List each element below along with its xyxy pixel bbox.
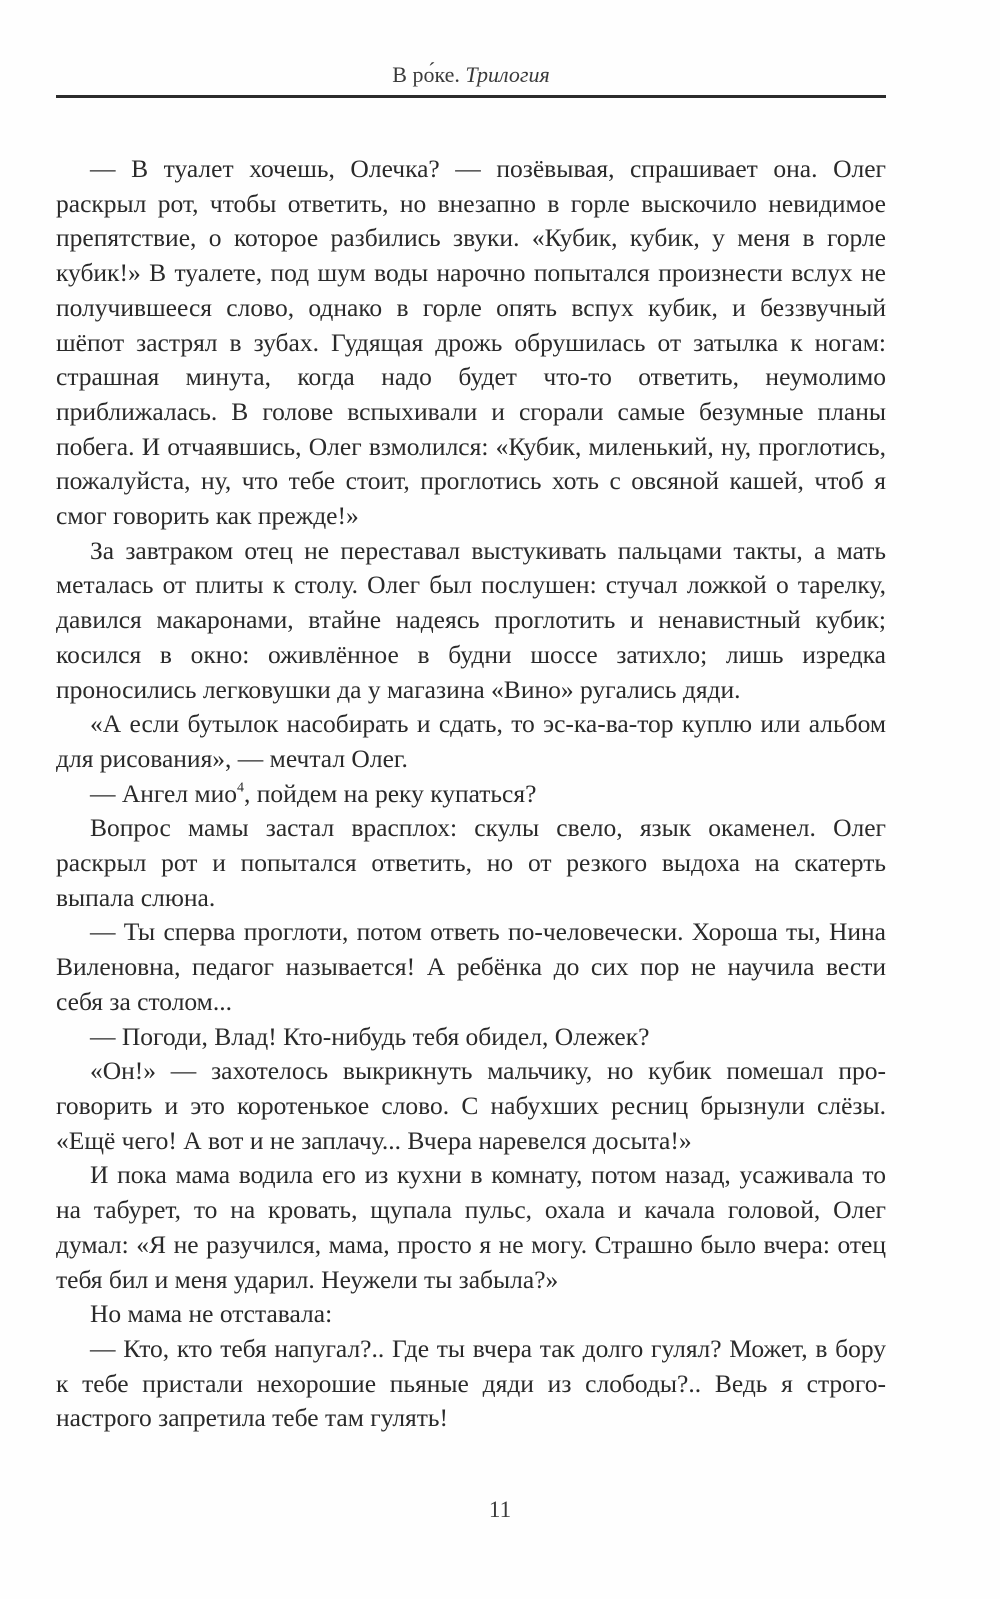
footnote-mark: 4 bbox=[237, 780, 245, 796]
paragraph: — Ты сперва проглоти, потом ответь по-человечески. Хороша ты, Нина Виленовна, педагог называется! А ребёнка до сих пор не научила вести себя за столом... bbox=[56, 917, 886, 1016]
paragraph-text: — Ангел мио bbox=[90, 778, 238, 808]
paragraph: И пока мама водила его из кухни в комнату, потом назад, усаживала то на табурет, то на кровать, щупала пульс, охала и качала головой, Олег думал: «Я не разучился, мама, просто я не могу. Страшно было вчера: отец тебя бил и меня ударил. Неужели ты забыла?» bbox=[56, 1160, 886, 1294]
body-text bbox=[56, 152, 886, 1436]
book-title: В ро́ке. bbox=[392, 62, 460, 87]
paragraph: За завтраком отец не переставал выстукивать пальцами такты, а мать металась от плиты к столу. Олег был послушен: стучал ложкой о тарелку, давился макаронами, втайне надеясь проглотить и ненавистный кубик; косился в окно: оживлённое в будни шоссе затихло; лишь изредка проносились легковушки да у магазина «Вино» ругались дяди. bbox=[56, 535, 886, 704]
running-head bbox=[56, 60, 886, 90]
paragraph: Вопрос мамы застал врасплох: скулы свело, язык окаменел. Олег раскрыл рот и попытался ответить, но от резкого выдоха на скатерть выпала слюна. bbox=[56, 813, 886, 912]
page-number: 11 bbox=[488, 1497, 512, 1522]
paragraph: Но мама не отставала: bbox=[90, 1299, 333, 1329]
book-subtitle: Трилогия bbox=[465, 62, 550, 87]
paragraph: «Он!» — захотелось выкрикнуть мальчику, но кубик помешал проговорить и это коротенькое слово. С набухших ресниц брызнули слёзы. «Ещё чего! А вот и не заплачу... Вчера наревелся досыта!» bbox=[56, 1056, 886, 1155]
paragraph-text: , пойдем на реку купаться? bbox=[244, 778, 537, 808]
paragraph: «А если бутылок насобирать и сдать, то эс-ка-ва-тор куплю или альбом для рисования», — мечтал Олег. bbox=[56, 709, 886, 773]
paragraph: — В туалет хочешь, Олечка? — позёвывая, спрашивает она. Олег раскрыл рот, чтобы ответить, но внезапно в горле выскочило невидимое препятствие, о которое разбились звуки. «Кубик, кубик, у меня в горле кубик!» В туалете, под шум воды нарочно попытался произнести вслух не получившееся слово, однако в горле опять вспух кубик, и беззвучный шёпот застрял в зубах. Гудящая дрожь обрушилась от затылка к ногам: страшная минута, когда надо будет что-то ответить, неумолимо приближалась. В голове вспыхивали и сгорали самые безумные планы побега. И отчаявшись, Олег взмолился: «Кубик, миленький, ну, проглотись, пожалуйста, ну, что тебе стоит, проглотись хоть с овсяной кашей, чтоб я смог говорить как прежде!» bbox=[56, 154, 886, 531]
paragraph-with-footnote bbox=[56, 777, 886, 812]
header-rule bbox=[56, 95, 886, 98]
paragraph: — Кто, кто тебя напугал?.. Где ты вчера так долго гулял? Может, в бору к тебе пристали нехорошие пьяные дяди из слободы?.. Ведь я строго-настрого запретила тебе там гулять! bbox=[56, 1333, 886, 1433]
paragraph: — Погоди, Влад! Кто-нибудь тебя обидел, Олежек? bbox=[90, 1021, 650, 1051]
